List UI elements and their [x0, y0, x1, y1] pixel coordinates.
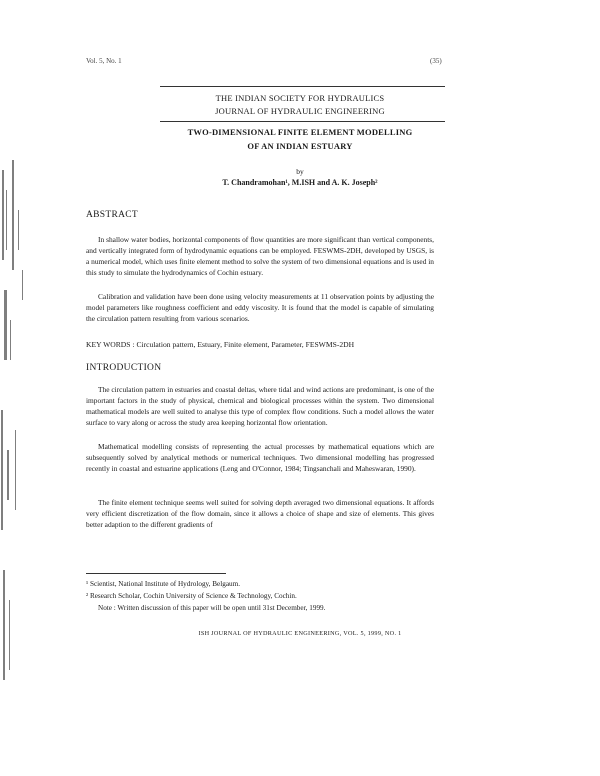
intro-text-2: Mathematical modelling consists of representing the actual processes by mathematical equations which are subsequently solved by analytical methods or numerical techniques. Two dimensional modelling has progressed recently in coastal and estuarine applications (Leng and O'Connor, 1984; Tingsanchali and Maheswaran, 1990).: [86, 442, 434, 473]
discussion-note: Note : Written discussion of this paper will be open until 31st December, 1999.: [98, 604, 326, 612]
keywords-text: Circulation pattern, Estuary, Finite element, Parameter, FESWMS-2DH: [136, 340, 355, 349]
paper-title-line-1: TWO-DIMENSIONAL FINITE ELEMENT MODELLING: [187, 127, 413, 137]
paper-title-line-2: OF AN INDIAN ESTUARY: [247, 141, 353, 151]
society-name: THE INDIAN SOCIETY FOR HYDRAULICS: [215, 93, 385, 103]
abstract-paragraph-2: [86, 292, 434, 325]
intro-text-3: The finite element technique seems well suited for solving depth averaged two dimensional equations. It affords very efficient discretization of the flow domain, since it allows a choice of shape and size of elements. This gives better adaption to the different gradients of: [86, 498, 434, 529]
authors: T. Chandramohan¹, M.ISH and A. K. Joseph²: [222, 178, 378, 187]
intro-paragraph-2: [86, 442, 434, 475]
abstract-text-1: In shallow water bodies, horizontal components of flow quantities are more significant than vertical components, and vertically integrated form of hydrodynamic equations can be employed. FESWMS-2DH, developed by USGS, is a numerical model, which uses finite element method to solve the system of two dimensional equations and is used in this study to simulate the hydrodynamics of Cochin estuary.: [86, 235, 434, 277]
keywords-label: KEY WORDS :: [86, 340, 135, 349]
journal-rule: [160, 121, 445, 122]
volume-label: Vol. 5, No. 1: [86, 57, 122, 65]
abstract-text-2: Calibration and validation have been done using velocity measurements at 11 observation points by adjusting the model parameters like roughness coefficient and eddy viscosity. It is found that the model is capable of simulating the circulation pattern resulting from various scenarios.: [86, 292, 434, 323]
journal-name: JOURNAL OF HYDRAULIC ENGINEERING: [215, 106, 385, 116]
intro-paragraph-3: [86, 498, 434, 531]
intro-paragraph-1: [86, 385, 434, 429]
keywords: [86, 340, 446, 349]
page-number: (35): [430, 57, 442, 65]
intro-text-1: The circulation pattern in estuaries and coastal deltas, where tidal and wind actions are predominant, is one of the important factors in the study of physical, chemical and biological processes within the system. Two dimensional mathematical models are well suited to analyse this type of complex flow conditions. Such a model allows the water surface to vary along or across the study area keeping horizontal flow orientation.: [86, 385, 434, 427]
footnote-1: ¹ Scientist, National Institute of Hydrology, Belgaum.: [86, 580, 241, 588]
abstract-heading: ABSTRACT: [86, 210, 139, 220]
introduction-heading: INTRODUCTION: [86, 363, 162, 373]
abstract-paragraph-1: [86, 235, 434, 279]
by-label: by: [296, 167, 304, 176]
footnote-rule: [86, 573, 226, 574]
scan-edge-noise: [0, 150, 40, 710]
journal-footer: ISH JOURNAL OF HYDRAULIC ENGINEERING, VOL. 5, 1999, NO. 1: [198, 630, 402, 637]
top-rule: [160, 86, 445, 87]
footnote-2: ² Research Scholar, Cochin University of Science & Technology, Cochin.: [86, 592, 297, 600]
